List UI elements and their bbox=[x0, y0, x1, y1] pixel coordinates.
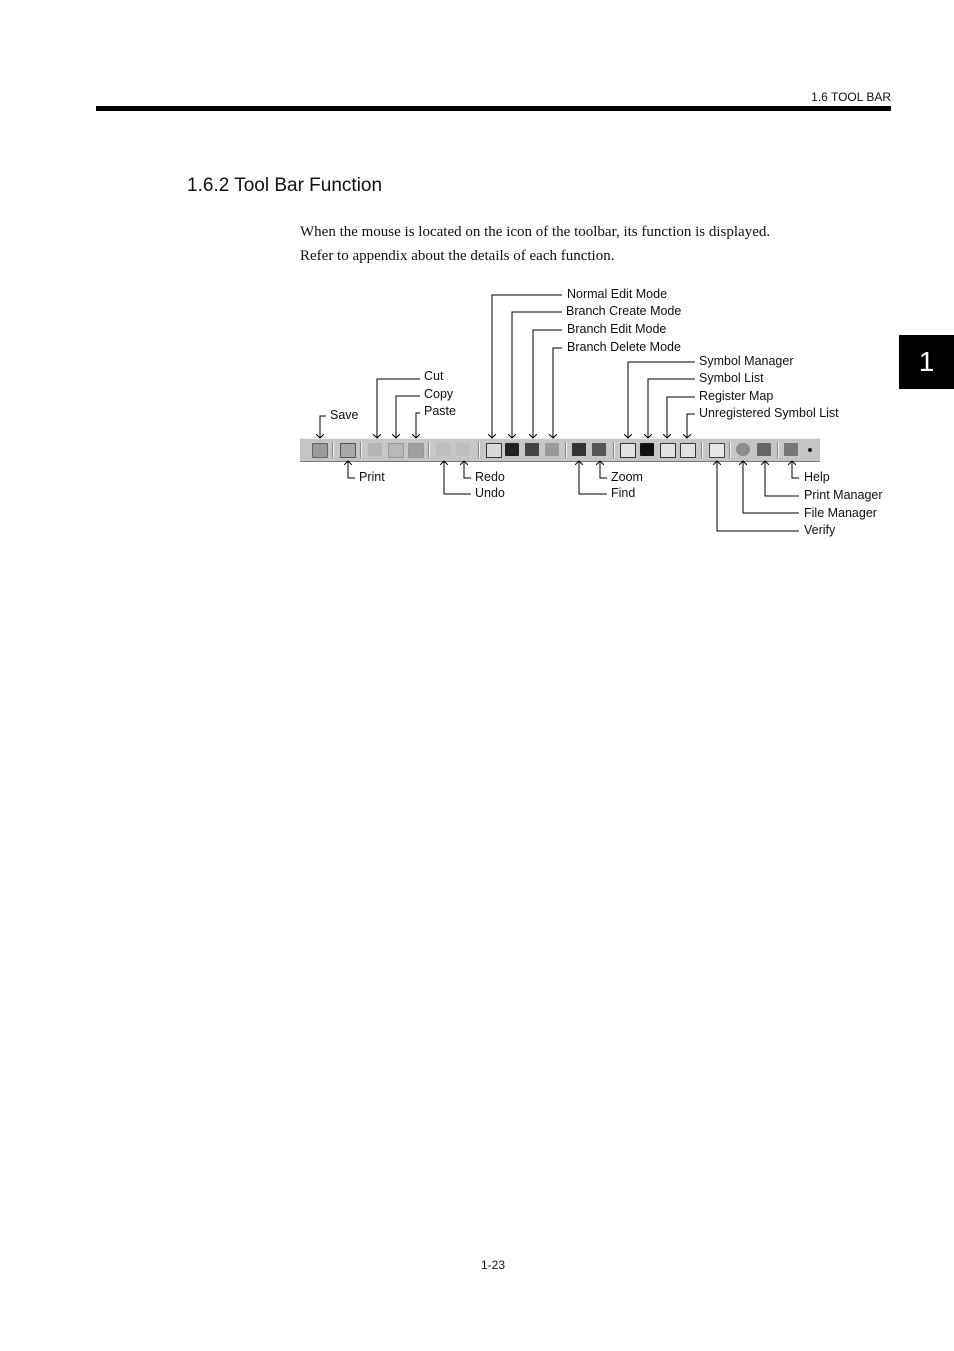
copy-icon[interactable] bbox=[388, 443, 404, 458]
label-cut: Cut bbox=[424, 369, 444, 383]
symbol-manager-icon[interactable] bbox=[620, 443, 636, 458]
running-header: 1.6 TOOL BAR bbox=[811, 90, 891, 104]
help-icon[interactable] bbox=[784, 443, 798, 456]
toolbar-separator bbox=[360, 442, 362, 458]
toolbar-overflow-icon[interactable] bbox=[808, 448, 812, 452]
label-branch-delete-mode: Branch Delete Mode bbox=[567, 340, 681, 354]
paste-icon[interactable] bbox=[408, 443, 424, 458]
branch-create-mode-icon[interactable] bbox=[505, 443, 519, 456]
cut-icon[interactable] bbox=[368, 443, 382, 456]
page-number: 1-23 bbox=[480, 1258, 506, 1272]
branch-delete-mode-icon[interactable] bbox=[545, 443, 559, 456]
toolbar-separator bbox=[332, 442, 334, 458]
label-find: Find bbox=[611, 486, 636, 500]
label-copy: Copy bbox=[424, 387, 454, 401]
find-icon[interactable] bbox=[572, 443, 586, 456]
undo-icon[interactable] bbox=[436, 443, 450, 456]
label-unregistered-symbol-list: Unregistered Symbol List bbox=[699, 406, 839, 420]
label-save: Save bbox=[330, 408, 359, 422]
label-redo: Redo bbox=[475, 470, 505, 484]
print-icon[interactable] bbox=[340, 443, 356, 458]
toolbar-separator bbox=[478, 442, 480, 458]
register-map-icon[interactable] bbox=[660, 443, 676, 458]
print-manager-icon[interactable] bbox=[757, 443, 771, 456]
label-file-manager: File Manager bbox=[804, 506, 877, 520]
label-help: Help bbox=[804, 470, 830, 484]
label-normal-edit-mode: Normal Edit Mode bbox=[567, 287, 668, 301]
unregistered-symbol-list-icon[interactable] bbox=[680, 443, 696, 458]
normal-edit-mode-icon[interactable] bbox=[486, 443, 502, 458]
save-icon[interactable] bbox=[312, 443, 328, 458]
label-register-map: Register Map bbox=[699, 389, 774, 403]
toolbar-separator bbox=[729, 442, 731, 458]
zoom-icon[interactable] bbox=[592, 443, 606, 456]
redo-icon[interactable] bbox=[456, 443, 470, 456]
label-symbol-list: Symbol List bbox=[699, 371, 764, 385]
label-print-manager: Print Manager bbox=[804, 488, 883, 502]
intro-line-2: Refer to appendix about the details of each function. bbox=[300, 248, 615, 264]
label-branch-create-mode: Branch Create Mode bbox=[566, 304, 682, 318]
toolbar-separator bbox=[613, 442, 615, 458]
symbol-list-icon[interactable] bbox=[640, 443, 654, 456]
file-manager-icon[interactable] bbox=[736, 443, 750, 456]
label-zoom: Zoom bbox=[611, 470, 643, 484]
toolbar-separator bbox=[565, 442, 567, 458]
chapter-tab: 1 bbox=[899, 335, 954, 389]
label-verify: Verify bbox=[804, 523, 836, 537]
label-undo: Undo bbox=[475, 486, 505, 500]
header-rule bbox=[96, 106, 891, 111]
verify-icon[interactable] bbox=[709, 443, 725, 458]
label-symbol-manager: Symbol Manager bbox=[699, 354, 794, 368]
toolbar-separator bbox=[701, 442, 703, 458]
toolbar-separator bbox=[777, 442, 779, 458]
section-title: 1.6.2 Tool Bar Function bbox=[187, 175, 383, 196]
intro-line-1: When the mouse is located on the icon of the toolbar, its function is displayed. bbox=[300, 224, 771, 240]
label-branch-edit-mode: Branch Edit Mode bbox=[567, 322, 667, 336]
branch-edit-mode-icon[interactable] bbox=[525, 443, 539, 456]
label-print: Print bbox=[359, 470, 385, 484]
label-paste: Paste bbox=[424, 404, 456, 418]
toolbar bbox=[300, 438, 820, 462]
toolbar-separator bbox=[428, 442, 430, 458]
